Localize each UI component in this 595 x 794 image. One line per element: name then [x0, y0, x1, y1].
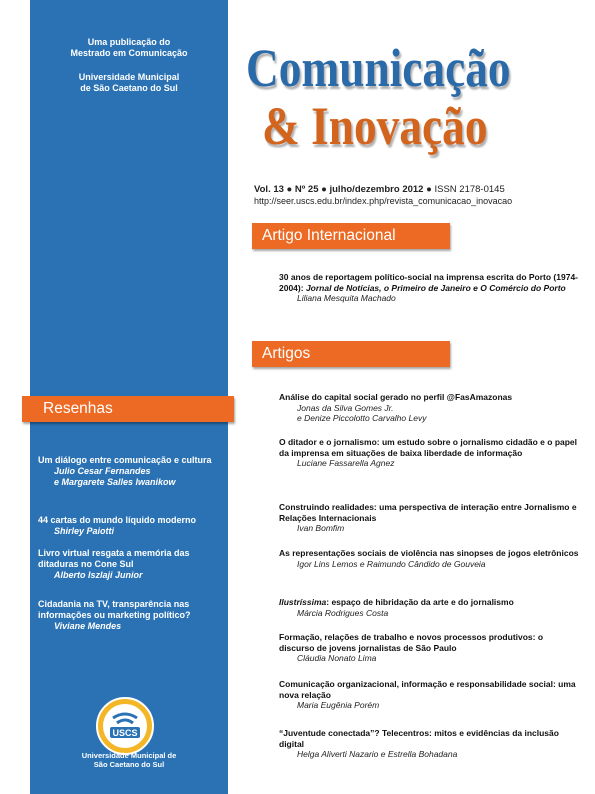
article-item[interactable] — [279, 437, 579, 469]
article-author: Helga Aliverti Nazario e Estrella Bohadana — [297, 749, 458, 759]
review-title: 44 cartas do mundo líquido moderno — [38, 515, 197, 525]
section-title-international: Artigo Internacional — [262, 227, 396, 244]
review-author: e Margarete Salles Iwanikow — [54, 477, 176, 487]
masthead-title-line-1: Comunicação — [246, 38, 511, 98]
section-ribbon-international — [252, 223, 450, 249]
masthead-title-line-2: & Inovação — [262, 96, 488, 156]
article-item[interactable] — [279, 502, 579, 534]
article-title: As representações sociais de violência nas sinopses de jogos eletrônicos — [279, 548, 579, 558]
publication-line-1: Uma publicação do — [87, 37, 171, 47]
review-item[interactable] — [38, 515, 224, 537]
article-author: Liliana Mesquita Machado — [297, 293, 396, 303]
article-title — [279, 272, 579, 293]
article-title: Comunicação organizacional, informação e responsabilidade social: uma nova relação — [279, 679, 576, 700]
review-item[interactable] — [38, 455, 224, 488]
volume-text: Vol. 13 ● Nº 25 ● julho/dezembro 2012 ● — [254, 184, 432, 195]
article-item[interactable] — [279, 679, 579, 711]
article-title-italic: Jornal de Notícias, o Primeiro de Janeiro e O Comércio do Porto — [305, 282, 566, 293]
article-title-italic: Ilustríssima — [279, 597, 327, 607]
international-article[interactable] — [279, 272, 579, 304]
article-author: Jonas da Silva Gomes Jr. — [297, 402, 394, 413]
section-title-articles: Artigos — [262, 345, 311, 362]
article-author: Cláudia Nonato Lima — [297, 653, 377, 663]
article-title: O ditador e o jornalismo: um estudo sobre o jornalismo cidadão e o papel da imprensa em situações de baixa liberdade de informação — [279, 437, 578, 458]
issn-text: ISSN 2178-0145 — [434, 184, 505, 195]
review-title: Cidadania na TV, transparência nas informações ou marketing político? — [38, 599, 191, 620]
article-title: “Juventude conectada”? Telecentros: mitos e evidências da inclusão digital — [279, 728, 559, 749]
article-item[interactable] — [279, 632, 579, 664]
article-item[interactable] — [279, 728, 579, 760]
article-author: Ivan Bomfim — [297, 523, 345, 533]
review-item[interactable] — [38, 599, 224, 632]
logo-caption-line-1: Universidade Municipal de — [81, 751, 177, 760]
review-title: Um diálogo entre comunicação e cultura — [38, 455, 212, 465]
article-item[interactable] — [279, 392, 579, 424]
section-ribbon-articles — [252, 341, 450, 367]
section-title-reviews: Resenhas — [43, 400, 113, 417]
article-title-plain: : espaço de hibridação da arte e do jornalismo — [326, 597, 514, 607]
article-title: Construindo realidades: uma perspectiva de interação entre Jornalismo e Relações Internacionais — [279, 502, 577, 523]
logo-caption — [30, 751, 228, 769]
article-author: Márcia Rodrigues Costa — [297, 607, 389, 618]
publication-line-2: Mestrado em Comunicação — [70, 48, 188, 58]
article-author: Igor Lins Lemos e Raimundo Cândido de Gouveia — [297, 558, 486, 569]
review-author: Alberto Iszlaji Junior — [54, 570, 143, 580]
review-author: Shirley Paiotti — [54, 526, 115, 536]
journal-url[interactable]: http://seer.uscs.edu.br/index.php/revista_comunicacao_inovacao — [254, 196, 513, 206]
article-title-plain: 30 anos de reportagem político-social na imprensa escrita do Porto (1974-2004): — [279, 272, 579, 293]
logo-text: USCS — [112, 728, 138, 738]
review-item[interactable] — [38, 548, 224, 581]
article-title: Formação, relações de trabalho e novos processos produtivos: o discurso de jovens jornalistas de São Paulo — [279, 632, 544, 653]
article-title: Análise do capital social gerado no perfil @FasAmazonas — [279, 392, 513, 402]
section-ribbon-reviews — [22, 396, 234, 422]
article-item[interactable] — [279, 548, 579, 569]
review-title: Livro virtual resgata a memória das ditaduras no Cone Sul — [38, 548, 190, 569]
publication-line-4: de São Caetano do Sul — [80, 83, 178, 93]
article-author: Maria Eugênia Porém — [297, 700, 380, 710]
review-author: Viviane Mendes — [54, 621, 122, 631]
article-title — [279, 597, 579, 608]
publication-line-3: Universidade Municipal — [78, 72, 180, 82]
article-author: Luciane Fassarella Agnez — [297, 458, 395, 468]
article-author: e Denize Piccolotto Carvalho Levy — [297, 413, 427, 423]
review-author: Julio Cesar Fernandes — [54, 466, 151, 476]
uscs-logo-icon — [95, 696, 155, 756]
volume-line — [254, 184, 505, 195]
logo-caption-line-2: São Caetano do Sul — [93, 760, 165, 769]
article-item[interactable] — [279, 597, 579, 618]
